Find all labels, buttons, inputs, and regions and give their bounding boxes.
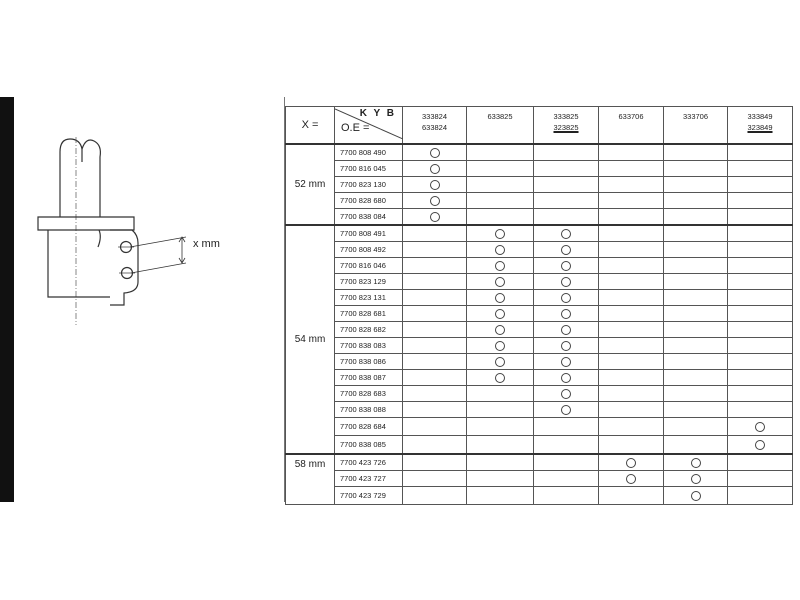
kyb-part-number: 333825: [553, 112, 579, 121]
kyb-part-number: 333706: [682, 112, 709, 121]
fitment-cell: [664, 306, 728, 322]
fitment-cell: [467, 193, 534, 209]
oe-number-cell: 7700 823 130: [335, 177, 403, 193]
fitment-cell: [599, 436, 664, 455]
fitment-cell: [467, 370, 534, 386]
fitment-cell: [403, 338, 467, 354]
fitment-cell: [599, 454, 664, 471]
fitment-cell: [534, 354, 599, 370]
fitment-cell: [599, 225, 664, 242]
fitment-cell: [599, 161, 664, 177]
fitment-cell: [467, 258, 534, 274]
table-row: [286, 322, 793, 338]
oe-number-cell: 7700 423 729: [335, 487, 403, 505]
fitment-cell: [728, 225, 793, 242]
fitment-cell: [534, 370, 599, 386]
fitment-cell: [664, 290, 728, 306]
fitment-cell: [467, 454, 534, 471]
fitment-circle-icon: [561, 309, 571, 319]
fitment-cell: [534, 338, 599, 354]
fitment-cell: [599, 306, 664, 322]
oe-number-cell: 7700 838 083: [335, 338, 403, 354]
fitment-cell: [599, 193, 664, 209]
oe-number-cell: 7700 838 088: [335, 402, 403, 418]
fitment-cell: [664, 144, 728, 161]
kyb-column-header: [467, 107, 534, 145]
fitment-circle-icon: [626, 474, 636, 484]
fitment-circle-icon: [495, 373, 505, 383]
fitment-circle-icon: [561, 325, 571, 335]
fitment-cell: [728, 386, 793, 402]
fitment-cell: [599, 290, 664, 306]
fitment-cell: [534, 386, 599, 402]
strut-diagram-icon: [14, 97, 284, 502]
fitment-cell: [664, 209, 728, 226]
table-row: [286, 354, 793, 370]
fitment-cell: [664, 225, 728, 242]
fitment-cell: [467, 471, 534, 487]
fitment-cell: [728, 487, 793, 505]
fitment-cell: [534, 322, 599, 338]
fitment-circle-icon: [561, 389, 571, 399]
kyb-column-header: [599, 107, 664, 145]
x-dimension-cell: 52 mm: [286, 144, 335, 225]
fitment-circle-icon: [495, 309, 505, 319]
fitment-cell: [534, 274, 599, 290]
fitment-cell: [599, 402, 664, 418]
kyb-column-header: [664, 107, 728, 145]
fitment-cell: [403, 144, 467, 161]
fitment-cell: [664, 161, 728, 177]
fitment-cell: [534, 402, 599, 418]
fitment-cell: [403, 161, 467, 177]
fitment-cell: [403, 290, 467, 306]
fitment-cell: [728, 436, 793, 455]
fitment-cell: [467, 487, 534, 505]
table-row: [286, 274, 793, 290]
fitment-cell: [728, 258, 793, 274]
oe-number-cell: 7700 808 492: [335, 242, 403, 258]
oe-part-number: 323849: [747, 123, 773, 132]
fitment-cell: [403, 418, 467, 436]
table-row: [286, 144, 793, 161]
fitment-cell: [403, 322, 467, 338]
fitment-cell: [534, 418, 599, 436]
fitment-cell: [467, 402, 534, 418]
fitment-circle-icon: [755, 440, 765, 450]
fitment-cell: [728, 144, 793, 161]
table-row: [286, 370, 793, 386]
fitment-cell: [403, 454, 467, 471]
oe-number-cell: 7700 838 085: [335, 436, 403, 455]
table-row: [286, 306, 793, 322]
fitment-cell: [664, 436, 728, 455]
kyb-part-number: 333824: [421, 112, 448, 121]
fitment-cell: [467, 322, 534, 338]
fitment-cell: [467, 242, 534, 258]
oe-number-cell: 7700 816 046: [335, 258, 403, 274]
fitment-cell: [467, 274, 534, 290]
oe-number-cell: 7700 828 682: [335, 322, 403, 338]
fitment-cell: [728, 306, 793, 322]
oe-number-cell: 7700 808 491: [335, 225, 403, 242]
fitment-cell: [534, 193, 599, 209]
fitment-cell: [664, 454, 728, 471]
table-row: [286, 161, 793, 177]
fitment-cell: [728, 471, 793, 487]
fitment-cell: [728, 322, 793, 338]
oe-number-cell: 7700 828 681: [335, 306, 403, 322]
oe-number-cell: 7700 823 129: [335, 274, 403, 290]
oe-number-cell: 7700 838 087: [335, 370, 403, 386]
fitment-cell: [467, 144, 534, 161]
fitment-cell: [467, 209, 534, 226]
fitment-cell: [599, 370, 664, 386]
fitment-cell: [534, 290, 599, 306]
oe-number-cell: 7700 828 680: [335, 193, 403, 209]
fitment-cell: [403, 370, 467, 386]
table-row: [286, 242, 793, 258]
fitment-cell: [403, 209, 467, 226]
oe-number-cell: 7700 828 683: [335, 386, 403, 402]
fitment-cell: [728, 161, 793, 177]
fitment-cell: [599, 322, 664, 338]
fitment-cell: [467, 354, 534, 370]
fitment-circle-icon: [495, 325, 505, 335]
fitment-cell: [728, 193, 793, 209]
dimension-label: x mm: [193, 238, 220, 250]
kyb-label: K Y B: [359, 108, 396, 119]
fitment-cell: [728, 274, 793, 290]
fitment-cell: [664, 402, 728, 418]
fitment-cell: [403, 436, 467, 455]
fitment-cell: [534, 161, 599, 177]
fitment-circle-icon: [495, 229, 505, 239]
table-row: [286, 338, 793, 354]
fitment-circle-icon: [495, 293, 505, 303]
kyb-part-number: 333849: [747, 112, 773, 121]
fitment-cell: [599, 144, 664, 161]
table-row: [286, 177, 793, 193]
fitment-cell: [728, 402, 793, 418]
fitment-cell: [599, 338, 664, 354]
fitment-circle-icon: [561, 373, 571, 383]
fitment-circle-icon: [430, 212, 440, 222]
fitment-cell: [599, 354, 664, 370]
fitment-cell: [534, 487, 599, 505]
fitment-cell: [403, 177, 467, 193]
fitment-cell: [534, 454, 599, 471]
fitment-cell: [599, 386, 664, 402]
table-row: [286, 471, 793, 487]
shock-absorber-drawing: [14, 97, 285, 502]
oe-number-cell: 7700 838 086: [335, 354, 403, 370]
fitment-circle-icon: [495, 261, 505, 271]
left-edge-bar: [0, 97, 14, 502]
fitment-cell: [664, 487, 728, 505]
x-dimension-cell: 54 mm: [286, 225, 335, 454]
fitment-circle-icon: [495, 245, 505, 255]
fitment-circle-icon: [430, 164, 440, 174]
fitment-cell: [467, 177, 534, 193]
fitment-cell: [403, 242, 467, 258]
table-row: [286, 418, 793, 436]
table-row: [286, 402, 793, 418]
fitment-cell: [403, 354, 467, 370]
fitment-cell: [467, 338, 534, 354]
fitment-cell: [534, 225, 599, 242]
oe-number-cell: 7700 808 490: [335, 144, 403, 161]
table-row: [286, 436, 793, 455]
fitment-cell: [403, 402, 467, 418]
kyb-column-header: [728, 107, 793, 145]
fitment-circle-icon: [561, 245, 571, 255]
table-row: [286, 290, 793, 306]
fitment-circle-icon: [561, 405, 571, 415]
fitment-cell: [728, 454, 793, 471]
fitment-cell: [599, 487, 664, 505]
table-row: [286, 258, 793, 274]
fitment-cell: [534, 242, 599, 258]
fitment-circle-icon: [495, 277, 505, 287]
fitment-cell: [403, 487, 467, 505]
fitment-cell: [467, 386, 534, 402]
fitment-circle-icon: [626, 458, 636, 468]
fitment-cell: [599, 258, 664, 274]
fitment-cell: [664, 242, 728, 258]
fitment-cell: [728, 418, 793, 436]
fitment-cell: [534, 144, 599, 161]
fitment-cell: [599, 418, 664, 436]
fitment-cell: [599, 209, 664, 226]
fitment-cell: [467, 418, 534, 436]
fitment-cell: [599, 242, 664, 258]
fitment-circle-icon: [430, 196, 440, 206]
fitment-cell: [664, 338, 728, 354]
fitment-circle-icon: [691, 458, 701, 468]
table-row: [286, 487, 793, 505]
fitment-cell: [534, 436, 599, 455]
fitment-cell: [599, 274, 664, 290]
fitment-circle-icon: [691, 474, 701, 484]
oe-label: O.E =: [341, 122, 370, 134]
fitment-cell: [728, 354, 793, 370]
fitment-cell: [403, 471, 467, 487]
fitment-cell: [664, 418, 728, 436]
fitment-circle-icon: [561, 277, 571, 287]
fitment-circle-icon: [561, 261, 571, 271]
table-row: [286, 209, 793, 226]
fitment-cell: [728, 242, 793, 258]
fitment-cell: [664, 258, 728, 274]
fitment-cell: [599, 177, 664, 193]
oe-number-cell: 7700 838 084: [335, 209, 403, 226]
fitment-cell: [467, 161, 534, 177]
fitment-cell: [664, 354, 728, 370]
fitment-cell: [664, 370, 728, 386]
oe-number-cell: 7700 423 726: [335, 454, 403, 471]
fitment-cell: [403, 306, 467, 322]
header-row: [286, 107, 793, 145]
oe-number-cell: 7700 823 131: [335, 290, 403, 306]
table-row: [286, 386, 793, 402]
fitment-circle-icon: [430, 148, 440, 158]
fitment-cell: [403, 274, 467, 290]
fitment-circle-icon: [561, 357, 571, 367]
oe-number-cell: 7700 423 727: [335, 471, 403, 487]
fitment-cell: [467, 306, 534, 322]
kyb-part-number: 633706: [618, 112, 644, 121]
table-row: [286, 454, 793, 471]
fitment-cell: [467, 225, 534, 242]
fitment-cell: [728, 177, 793, 193]
x-dimension-cell: 58 mm: [286, 454, 335, 505]
fitment-cell: [664, 386, 728, 402]
fitment-cell: [403, 386, 467, 402]
kyb-column-header: [403, 107, 467, 145]
fitment-cell: [534, 258, 599, 274]
kyb-oe-header: [335, 107, 403, 145]
fitment-cell: [664, 193, 728, 209]
fitment-cell: [467, 290, 534, 306]
fitment-circle-icon: [561, 293, 571, 303]
kyb-part-number: 633825: [487, 112, 513, 121]
fitment-cell: [403, 258, 467, 274]
fitment-cell: [534, 306, 599, 322]
fitment-circle-icon: [495, 341, 505, 351]
fitment-cell: [664, 274, 728, 290]
fitment-circle-icon: [430, 180, 440, 190]
x-column-header: X =: [286, 107, 335, 145]
fitment-cell: [467, 436, 534, 455]
fitment-circle-icon: [755, 422, 765, 432]
fitment-cell: [664, 177, 728, 193]
application-table: [285, 106, 793, 505]
fitment-cell: [534, 471, 599, 487]
fitment-cell: [534, 209, 599, 226]
fitment-cell: [403, 193, 467, 209]
fitment-circle-icon: [561, 229, 571, 239]
table-row: [286, 193, 793, 209]
fitment-cell: [728, 209, 793, 226]
fitment-cell: [728, 290, 793, 306]
fitment-cell: [599, 471, 664, 487]
fitment-cell: [534, 177, 599, 193]
fitment-circle-icon: [561, 341, 571, 351]
kyb-column-header: [534, 107, 599, 145]
oe-number-cell: 7700 828 684: [335, 418, 403, 436]
fitment-cell: [403, 225, 467, 242]
oe-number-cell: 7700 816 045: [335, 161, 403, 177]
oe-part-number: 323825: [553, 123, 579, 132]
fitment-cell: [728, 338, 793, 354]
fitment-circle-icon: [691, 491, 701, 501]
fitment-cell: [664, 471, 728, 487]
table-row: [286, 225, 793, 242]
fitment-cell: [664, 322, 728, 338]
oe-part-number: 633824: [421, 123, 448, 132]
fitment-circle-icon: [495, 357, 505, 367]
fitment-cell: [728, 370, 793, 386]
